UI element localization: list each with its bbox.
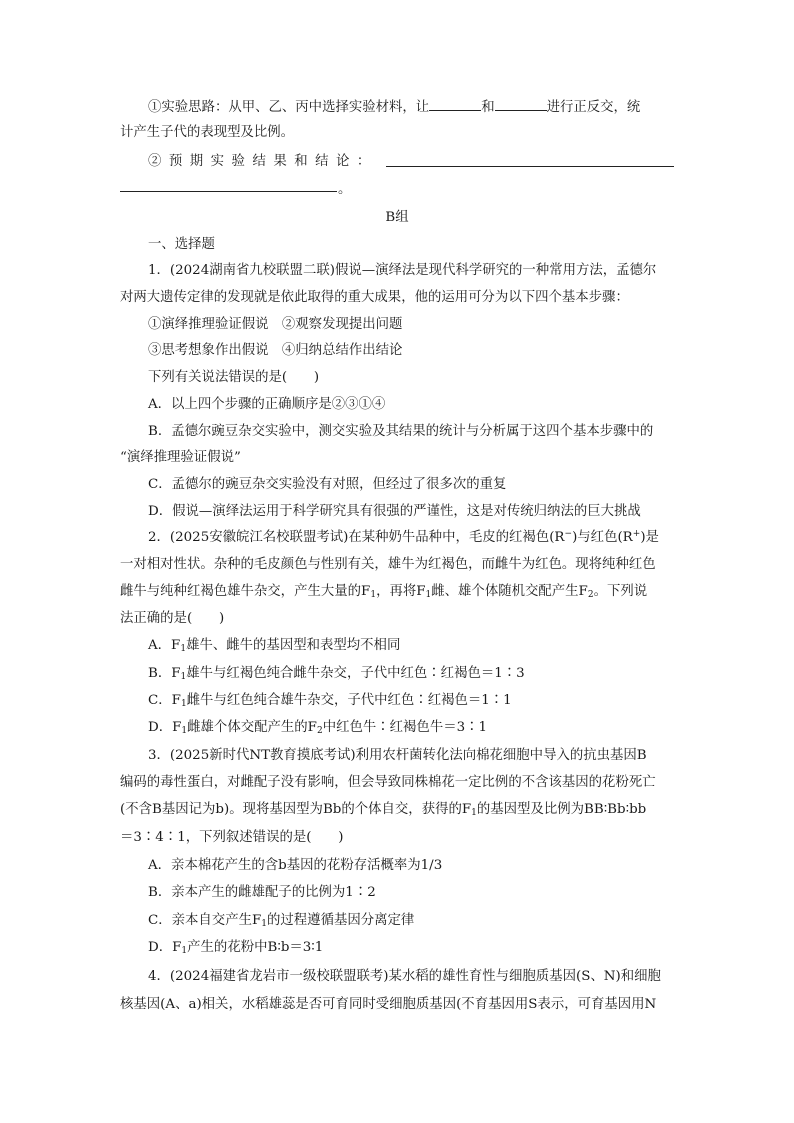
question-2-stem-line-1 [148,528,659,548]
option-text: 雌雄个体交配产生的F [187,720,317,735]
question-2-option-c[interactable] [148,691,512,711]
question-4-stem-line-2: 核基因(A、a)相关，水稻雄蕊是否可育同时受细胞质基因(不育基因用S表示，可育基因用N [120,997,657,1012]
subscript-1: 1 [180,644,187,654]
period-mark: 。 [338,182,352,197]
subscript-1: 1 [471,808,477,818]
subscript-1: 1 [425,590,432,600]
option-text-tail: 中红色牛∶红褐色牛＝3∶1 [322,720,488,735]
q3-text-a: (不含B基因记为b)。现将基因型为Bb的个体自交，获得的F [120,802,472,817]
question-1-steps-2: ③思考想象作出假说 ④归纳总结作出结论 [148,343,403,358]
subscript-1: 1 [180,672,187,682]
option-label: A．F [148,638,181,653]
question-1-prompt: 下列有关说法错误的是( ) [148,370,320,385]
question-1-steps-1: ①演绎推理验证假说 ②观察发现提出问题 [148,317,403,332]
question-1-option-c[interactable]: C．孟德尔的豌豆杂交实验没有对照，但经过了很多次的重复 [148,477,507,492]
question-1-option-a[interactable]: A．以上四个步骤的正确顺序是②③①④ [148,397,386,412]
option-label: B．F [148,666,181,681]
subscript-1: 1 [261,919,268,929]
subscript-1: 1 [370,590,377,600]
question-3-option-b[interactable]: B．亲本产生的雌雄配子的比例为1∶2 [148,885,376,900]
experiment-idea-text: ①实验思路：从甲、乙、丙中选择实验材料，让 [148,100,430,115]
option-text-tail: 的过程遵循基因分离定律 [267,913,415,928]
answer-blank-2[interactable] [495,96,547,111]
experiment-idea-line [148,96,640,118]
question-1-option-b-cont: “演绎推理验证假说” [120,450,241,465]
option-text: 产生的花粉中B∶b＝3∶1 [187,940,324,955]
question-3-option-a[interactable]: A．亲本棉花产生的含b基因的花粉存活概率为1/3 [148,858,443,873]
subscript-2: 2 [587,590,594,600]
question-1-option-b[interactable]: B．孟德尔豌豆杂交实验中，测交实验及其结果的统计与分析属于这四个基本步骤中的 [148,424,654,439]
section-heading: 一、选择题 [148,237,215,252]
q2-text-d: 雌牛与纯种红褐色雄牛杂交，产生大量的F [120,584,371,599]
q2-text-a: 2．(2025安徽皖江名校联盟考试)在某种奶牛品种中，毛皮的红褐色(R [148,530,565,545]
question-3-option-d[interactable] [148,938,323,958]
question-4-stem-line-1: 4．(2024福建省龙岩市一级校联盟联考)某水稻的雄性育性与细胞质基因(S、N)和细胞 [148,969,661,984]
question-1-stem-line-1: 1．(2024湖南省九校联盟二联)假说—演绎法是现代科学研究的一种常用方法，孟德尔 [148,263,657,278]
answer-blank-1[interactable] [429,96,481,111]
question-2-option-b[interactable] [148,664,525,684]
option-text: 雄牛与红褐色纯合雌牛杂交，子代中红色∶红褐色＝1∶3 [186,666,525,681]
subscript-1: 1 [181,726,188,736]
superscript-minus: − [564,529,573,539]
answer-blank-4[interactable] [120,177,337,192]
q2-text-e: ，再将F [376,584,426,599]
question-2-option-a[interactable] [148,636,400,656]
question-1-stem-line-2: 对两大遗传定律的发现就是依此取得的重大成果，他的运用可分为以下四个基本步骤： [120,290,629,305]
question-1-option-d[interactable]: D．假说—演绎法运用于科学研究具有很强的严谨性，这是对传统归纳法的巨大挑战 [148,504,641,519]
option-text: 雌牛与红色纯合雄牛杂交，子代中红色∶红褐色＝1∶1 [186,693,512,708]
option-label: C．F [148,693,181,708]
question-2-option-d[interactable] [148,718,487,738]
superscript-plus: + [632,529,641,539]
question-3-prompt: ＝3∶4∶1，下列叙述错误的是( ) [120,830,344,845]
experiment-idea-tail: 进行正反交，统 [546,100,641,115]
option-label: D．F [148,940,182,955]
question-2-stem-line-3 [120,582,647,602]
expected-results-label: ②预期实验结果和结论： [148,154,378,169]
experiment-idea-line-2: 计产生子代的表现型及比例。 [120,125,295,140]
question-3-stem-line-1: 3．(2025新时代NT教育摸底考试)利用农杆菌转化法向棉花细胞中导入的抗虫基因B [148,748,647,763]
question-3-stem-line-2: 编码的毒性蛋白，对雌配子没有影响，但会导致同株棉花一定比例的不含该基因的花粉死亡 [120,775,656,790]
q2-text-c: )是 [640,530,659,545]
option-text: C．亲本自交产生F [148,913,262,928]
question-2-stem-line-2: 一对相对性状。杂种的毛皮颜色与性别有关，雄牛为红褐色，而雌牛为红色。现将纯种红色 [120,557,656,572]
subscript-1: 1 [180,699,187,709]
q2-text-b: )与红色(R [572,530,633,545]
q2-text-g: 。下列说 [593,584,648,599]
answer-blank-3[interactable] [386,152,674,167]
option-label: D．F [148,720,182,735]
question-3-stem-line-3 [120,800,646,820]
option-text: 雄牛、雌牛的基因型和表型均不相同 [186,638,401,653]
group-heading: B组 [385,210,409,225]
connector-text: 和 [481,100,495,115]
question-2-prompt: 法正确的是( ) [120,611,225,626]
question-3-option-c[interactable] [148,911,414,931]
q2-text-f: 雌、雄个体随机交配产生F [431,584,588,599]
subscript-2: 2 [316,726,323,736]
subscript-1: 1 [181,946,188,956]
q3-text-b: 的基因型及比例为BB∶Bb∶bb [476,802,647,817]
